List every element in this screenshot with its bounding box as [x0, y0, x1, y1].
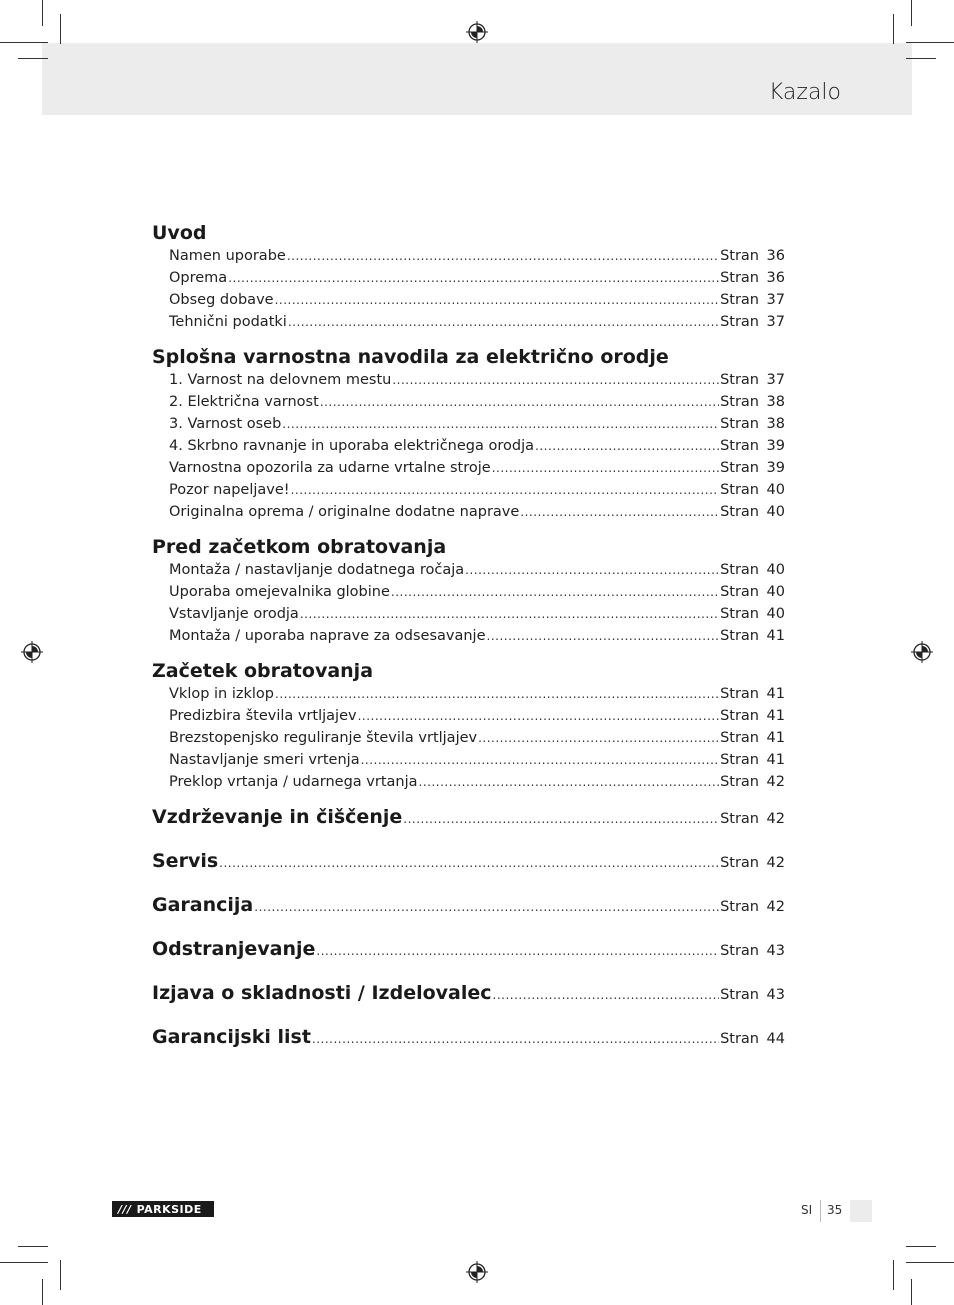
page-number: 41	[766, 752, 785, 768]
toc-entry-label: Originalna oprema / originalne dodatne naprave	[169, 504, 520, 520]
toc-entry[interactable]	[169, 625, 785, 647]
toc-entry[interactable]	[169, 435, 785, 457]
crop-mark	[60, 1260, 61, 1290]
page-number-footer: 35	[827, 1203, 843, 1217]
dot-leader	[392, 369, 719, 391]
crop-mark	[60, 14, 61, 44]
crop-mark	[0, 1262, 48, 1263]
page-number: 40	[766, 584, 785, 600]
toc-entry-label: Namen uporabe	[169, 248, 286, 264]
page-number: 42	[766, 774, 785, 790]
toc-page-ref	[720, 603, 785, 625]
page-prefix: Stran	[720, 314, 759, 330]
page-number: 42	[766, 899, 785, 915]
toc-top-entry[interactable]	[152, 805, 785, 849]
toc-entry-label: Predizbira števila vrtljajev	[169, 708, 357, 724]
page-prefix: Stran	[720, 774, 759, 790]
crop-mark	[906, 1262, 954, 1263]
toc-entry-label: Vklop in izklop	[169, 686, 274, 702]
page-prefix: Stran	[720, 899, 759, 915]
toc-entry-label: Preklop vrtanja / udarnega vrtanja	[169, 774, 418, 790]
toc-page-ref	[720, 705, 785, 727]
page-number: 36	[766, 270, 785, 286]
toc-section	[152, 659, 785, 793]
crop-mark	[18, 58, 48, 59]
registration-mark-icon	[466, 1261, 488, 1283]
page-number: 41	[766, 686, 785, 702]
dot-leader	[291, 479, 719, 501]
toc-entry-label: Vstavljanje orodja	[169, 606, 299, 622]
crop-mark	[893, 14, 894, 44]
toc-entry[interactable]	[169, 705, 785, 727]
registration-mark-icon	[466, 21, 488, 43]
page-prefix: Stran	[720, 562, 759, 578]
toc-page-ref	[720, 413, 785, 435]
page-prefix: Stran	[720, 752, 759, 768]
toc-page-ref	[720, 749, 785, 771]
page-prefix: Stran	[720, 811, 759, 827]
page-number: 41	[766, 628, 785, 644]
toc-entry[interactable]	[169, 289, 785, 311]
page-prefix: Stran	[720, 686, 759, 702]
toc-entry-label: 1. Varnost na delovnem mestu	[169, 372, 392, 388]
page-number: 39	[766, 460, 785, 476]
toc-page-ref	[720, 987, 785, 1003]
toc-section-title: Garancijski list	[152, 1026, 311, 1048]
registration-mark-icon	[21, 641, 43, 663]
crop-mark	[0, 42, 48, 43]
page-title: Kazalo	[768, 80, 841, 105]
page-prefix: Stran	[720, 504, 759, 520]
toc-section-title: Uvod	[152, 222, 207, 244]
toc-page-ref	[720, 267, 785, 289]
page-number: 38	[766, 416, 785, 432]
crop-mark	[906, 58, 936, 59]
toc-top-entry[interactable]	[152, 981, 785, 1025]
dot-leader	[219, 856, 719, 870]
registration-mark-icon	[911, 641, 933, 663]
table-of-contents	[152, 221, 785, 1069]
dot-leader	[275, 289, 719, 311]
toc-section-title: Izjava o skladnosti / Izdelovalec	[152, 982, 492, 1004]
dot-leader	[282, 413, 719, 435]
page-number: 40	[766, 606, 785, 622]
toc-page-ref	[720, 457, 785, 479]
dot-leader	[275, 683, 719, 705]
crop-mark	[42, 1279, 43, 1305]
toc-entry-label: 2. Električna varnost	[169, 394, 319, 410]
page-prefix: Stran	[720, 1031, 759, 1047]
dot-leader	[478, 727, 719, 749]
page-prefix: Stran	[720, 606, 759, 622]
dot-leader	[520, 501, 719, 523]
dot-leader	[358, 705, 719, 727]
footer-divider	[820, 1200, 821, 1222]
toc-top-entry[interactable]	[152, 937, 785, 981]
page-prefix: Stran	[720, 943, 759, 959]
dot-leader	[493, 988, 720, 1002]
page-number: 41	[766, 730, 785, 746]
toc-section-title: Servis	[152, 850, 219, 872]
dot-leader	[312, 1032, 719, 1046]
dot-leader	[320, 391, 719, 413]
dot-leader	[487, 625, 720, 647]
toc-page-ref	[720, 943, 785, 959]
page-number: 43	[766, 943, 785, 959]
toc-entry[interactable]	[169, 683, 785, 705]
toc-entry-label: Tehnični podatki	[169, 314, 287, 330]
logo-text: PARKSIDE	[136, 1202, 202, 1216]
toc-page-ref	[720, 391, 785, 413]
dot-leader	[535, 435, 719, 457]
toc-section-title: Pred začetkom obratovanja	[152, 536, 447, 558]
page-number: 37	[766, 372, 785, 388]
toc-page-ref	[720, 1031, 785, 1047]
toc-entry-label: Oprema	[169, 270, 228, 286]
language-code: SI	[801, 1203, 813, 1217]
toc-entry[interactable]	[169, 413, 785, 435]
toc-entry[interactable]	[169, 267, 785, 289]
toc-entry[interactable]	[169, 369, 785, 391]
parkside-logo	[112, 1201, 214, 1217]
toc-top-entry[interactable]	[152, 1025, 785, 1069]
page-prefix: Stran	[720, 438, 759, 454]
page-number: 40	[766, 482, 785, 498]
page-prefix: Stran	[720, 416, 759, 432]
toc-page-ref	[720, 581, 785, 603]
toc-section-title: Začetek obratovanja	[152, 660, 374, 682]
toc-entry-label: Montaža / uporaba naprave za odsesavanje	[169, 628, 486, 644]
toc-entry-label: 4. Skrbno ravnanje in uporaba električnega orodja	[169, 438, 534, 454]
toc-page-ref	[720, 683, 785, 705]
toc-page-ref	[720, 311, 785, 333]
dot-leader	[228, 267, 719, 289]
page-number: 36	[766, 248, 785, 264]
toc-entry-label: Pozor napeljave!	[169, 482, 290, 498]
toc-section	[152, 535, 785, 647]
toc-entry[interactable]	[169, 749, 785, 771]
page-prefix: Stran	[720, 730, 759, 746]
toc-entry[interactable]	[169, 457, 785, 479]
toc-page-ref	[720, 245, 785, 267]
toc-page-ref	[720, 625, 785, 647]
toc-entry[interactable]	[169, 501, 785, 523]
crop-mark	[906, 42, 954, 43]
toc-page-ref	[720, 727, 785, 749]
page-number: 37	[766, 314, 785, 330]
toc-top-entry[interactable]	[152, 849, 785, 893]
page-prefix: Stran	[720, 292, 759, 308]
toc-entry[interactable]	[169, 771, 785, 793]
crop-mark	[18, 1246, 48, 1247]
toc-entry-label: Uporaba omejevalnika globine	[169, 584, 390, 600]
toc-page-ref	[720, 899, 785, 915]
page-prefix: Stran	[720, 372, 759, 388]
footer-tab	[850, 1200, 872, 1222]
crop-mark	[911, 1279, 912, 1305]
page-number: 44	[766, 1031, 785, 1047]
toc-entry-label: Montaža / nastavljanje dodatnega ročaja	[169, 562, 465, 578]
toc-entry-label: 3. Varnost oseb	[169, 416, 282, 432]
page-prefix: Stran	[720, 584, 759, 600]
dot-leader	[419, 771, 720, 793]
toc-entry[interactable]	[169, 603, 785, 625]
toc-entry[interactable]	[169, 479, 785, 501]
toc-entry[interactable]	[169, 391, 785, 413]
page-prefix: Stran	[720, 270, 759, 286]
toc-page-ref	[720, 289, 785, 311]
page-prefix: Stran	[720, 855, 759, 871]
page-prefix: Stran	[720, 460, 759, 476]
crop-mark	[42, 0, 43, 26]
page-number: 41	[766, 708, 785, 724]
page-prefix: Stran	[720, 708, 759, 724]
page-number: 37	[766, 292, 785, 308]
toc-section	[152, 221, 785, 333]
toc-page-ref	[720, 771, 785, 793]
page-number: 42	[766, 811, 785, 827]
page-number: 38	[766, 394, 785, 410]
dot-leader	[391, 581, 719, 603]
page-prefix: Stran	[720, 248, 759, 264]
toc-section-title: Odstranjevanje	[152, 938, 316, 960]
toc-entry-label: Brezstopenjsko reguliranje števila vrtljajev	[169, 730, 478, 746]
toc-page-ref	[720, 559, 785, 581]
toc-page-ref	[720, 435, 785, 457]
toc-page-ref	[720, 479, 785, 501]
crop-mark	[906, 1246, 936, 1247]
toc-section-title: Garancija	[152, 894, 254, 916]
toc-top-entry[interactable]	[152, 893, 785, 937]
dot-leader	[403, 812, 719, 826]
toc-entry-label: Obseg dobave	[169, 292, 274, 308]
dot-leader	[465, 559, 719, 581]
logo-slashes: ///	[118, 1202, 132, 1216]
toc-section	[152, 345, 785, 523]
page-number: 43	[766, 987, 785, 1003]
page-prefix: Stran	[720, 987, 759, 1003]
page-prefix: Stran	[720, 628, 759, 644]
toc-entry-label: Varnostna opozorila za udarne vrtalne stroje	[169, 460, 491, 476]
toc-entry[interactable]	[169, 311, 785, 333]
page-number: 39	[766, 438, 785, 454]
toc-section-title: Vzdrževanje in čiščenje	[152, 806, 403, 828]
page-number: 40	[766, 504, 785, 520]
toc-page-ref	[720, 501, 785, 523]
toc-entry[interactable]	[169, 245, 785, 267]
dot-leader	[361, 749, 719, 771]
toc-entry[interactable]	[169, 559, 785, 581]
page-prefix: Stran	[720, 394, 759, 410]
crop-mark	[893, 1260, 894, 1290]
crop-mark	[911, 0, 912, 26]
toc-entry-label: Nastavljanje smeri vrtenja	[169, 752, 360, 768]
toc-page-ref	[720, 855, 785, 871]
dot-leader	[288, 311, 719, 333]
dot-leader	[287, 245, 719, 267]
toc-page-ref	[720, 369, 785, 391]
dot-leader	[492, 457, 719, 479]
toc-entry[interactable]	[169, 727, 785, 749]
toc-entry[interactable]	[169, 581, 785, 603]
dot-leader	[300, 603, 719, 625]
page-number: 42	[766, 855, 785, 871]
page-number: 40	[766, 562, 785, 578]
dot-leader	[254, 900, 719, 914]
toc-page-ref	[720, 811, 785, 827]
page-prefix: Stran	[720, 482, 759, 498]
toc-section-title: Splošna varnostna navodila za električno orodje	[152, 346, 669, 368]
dot-leader	[316, 944, 719, 958]
